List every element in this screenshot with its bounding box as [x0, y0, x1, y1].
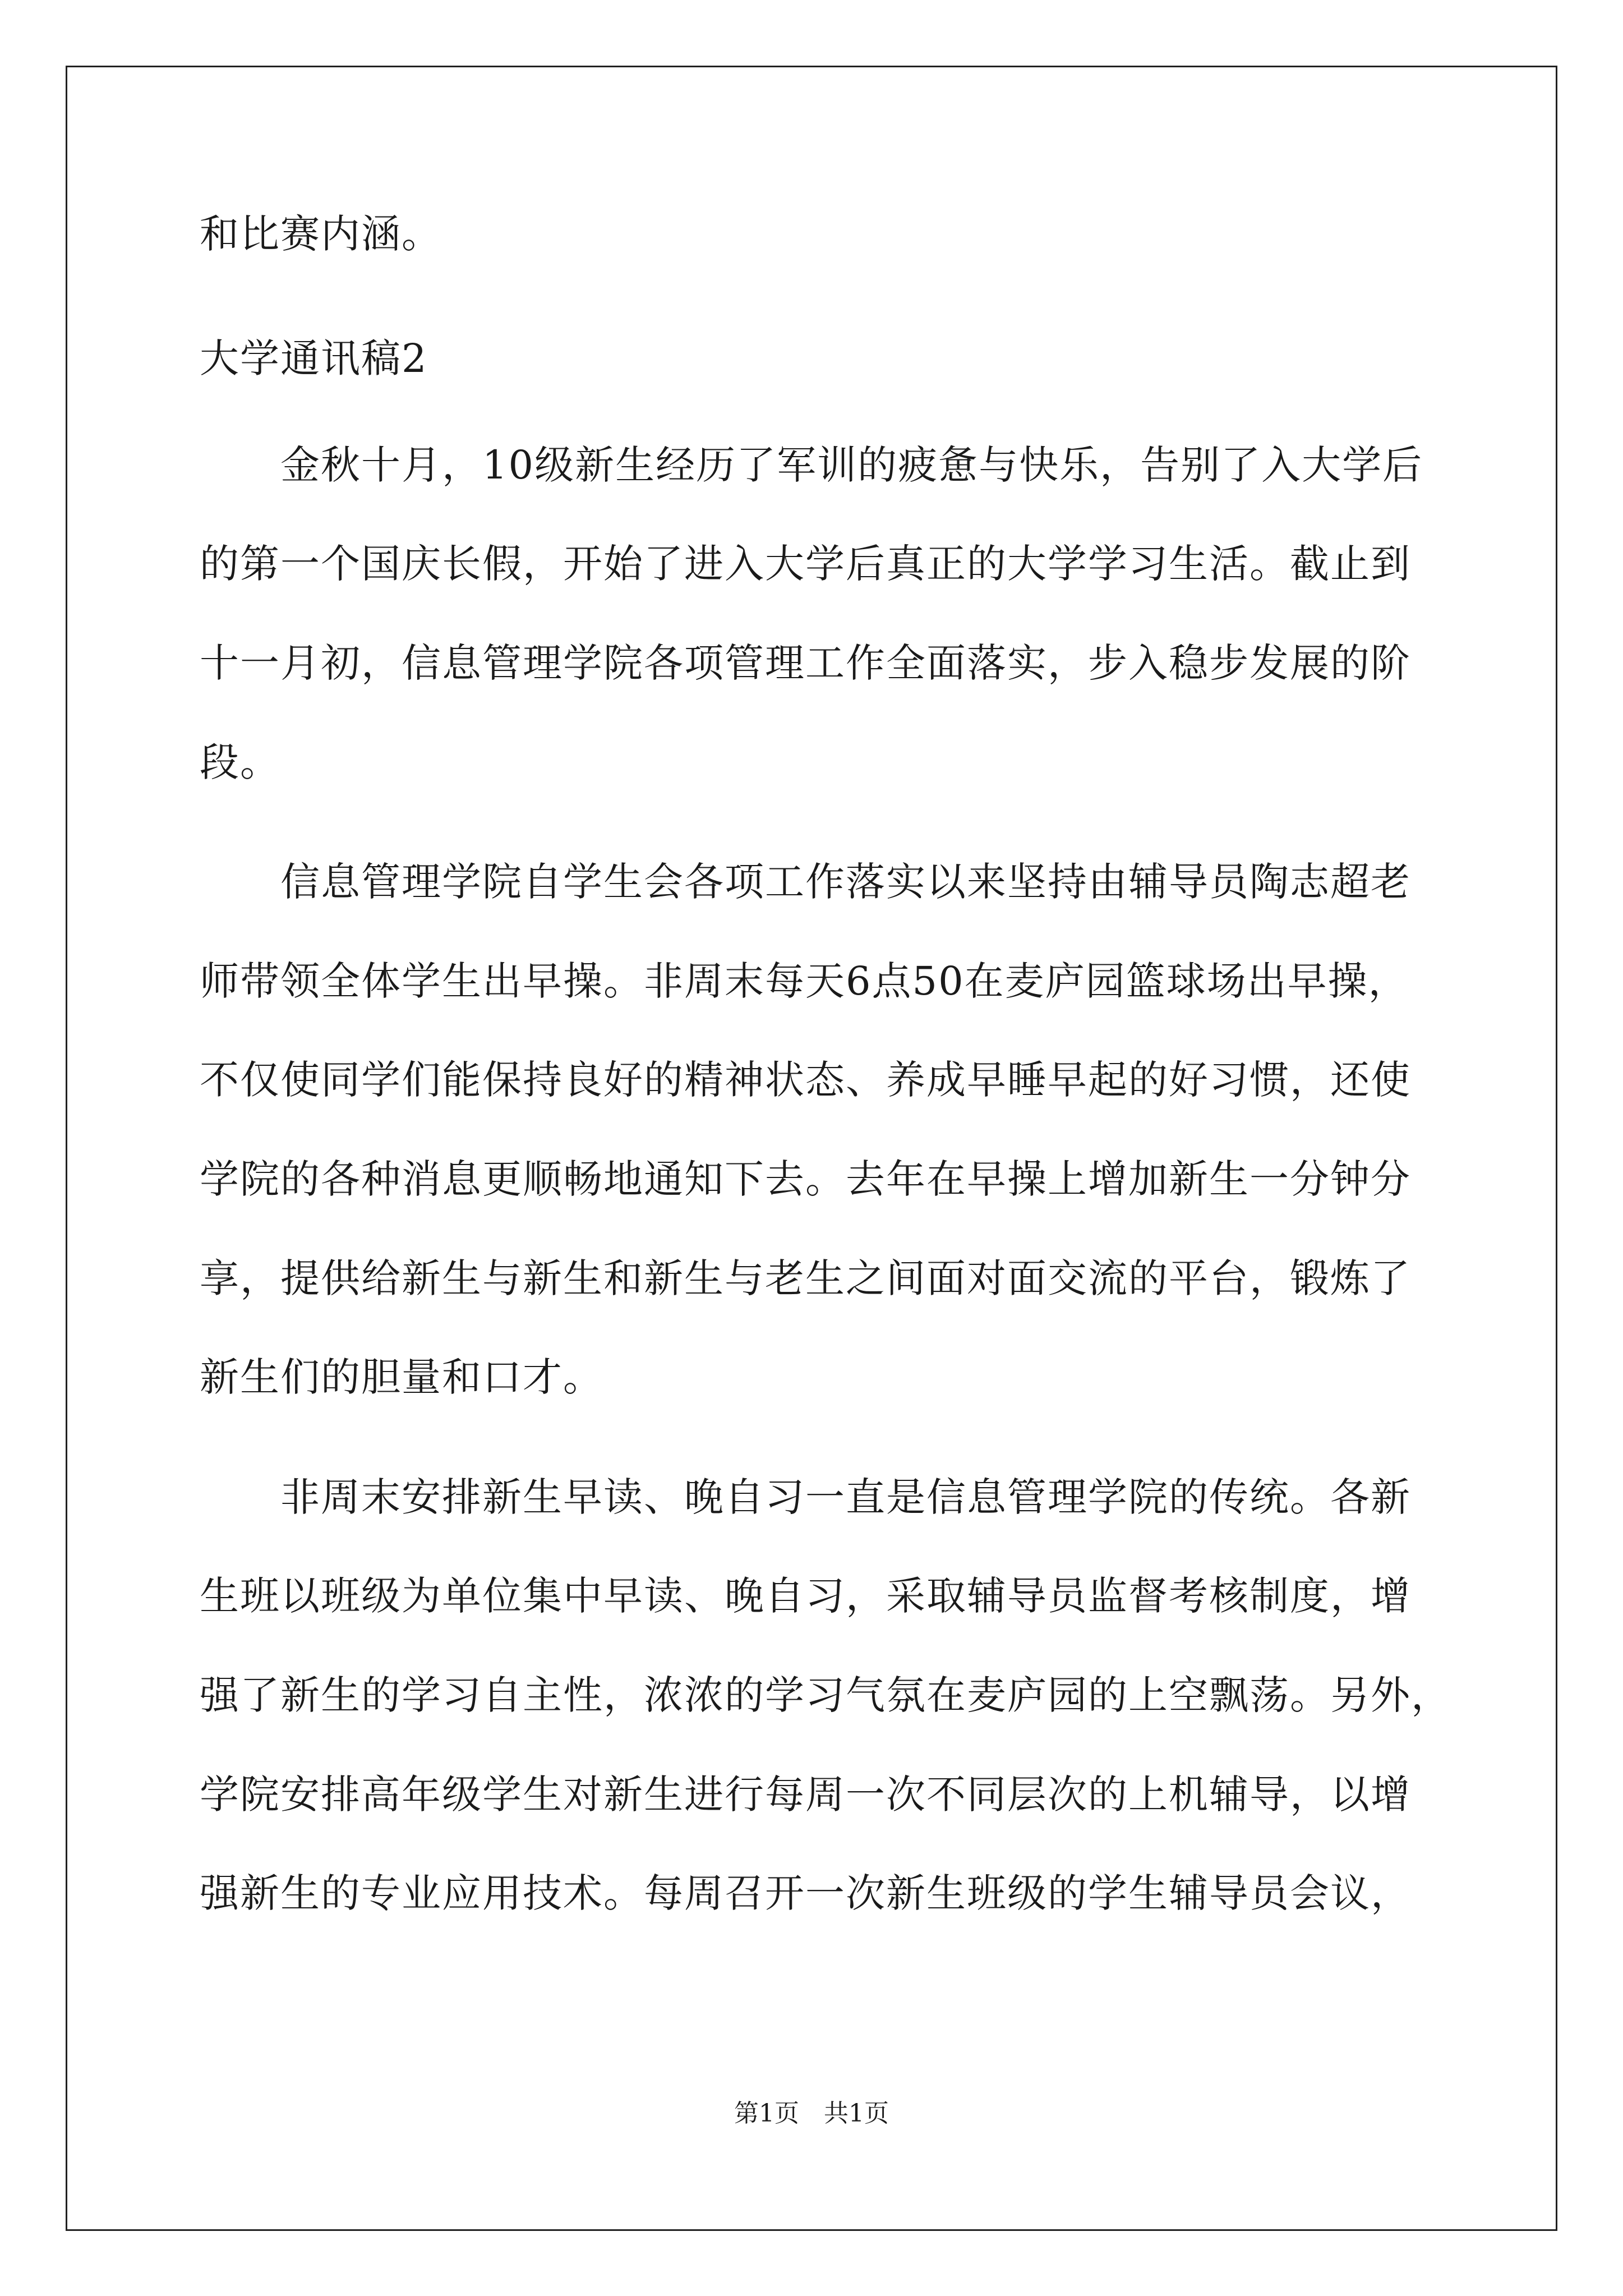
text-line: 师带领全体学生出早操。非周末每天6点50在麦庐园篮球场出早操， [200, 958, 1409, 1004]
text-line: 强新生的专业应用技术。每周召开一次新生班级的学生辅导员会议， [200, 1870, 1411, 1916]
text-line: 和比赛内涵。 [200, 211, 442, 257]
text-line: 新生们的胆量和口才。 [200, 1354, 603, 1400]
text-line: 学院的各种消息更顺畅地通知下去。去年在早操上增加新生一分钟分 [200, 1156, 1411, 1202]
text-line: 学院安排高年级学生对新生进行每周一次不同层次的上机辅导，以增 [200, 1772, 1411, 1818]
text-line: 享，提供给新生与新生和新生与老生之间面对面交流的平台，锻炼了 [200, 1255, 1411, 1301]
text-line: 生班以班级为单位集中早读、晚自习，采取辅导员监督考核制度，增 [200, 1573, 1411, 1619]
text-line: 非周末安排新生早读、晚自习一直是信息管理学院的传统。各新 [200, 1474, 1411, 1520]
section-heading: 大学通讯稿2 [200, 335, 428, 381]
text-line: 不仅使同学们能保持良好的精神状态、养成早睡早起的好习惯，还使 [200, 1057, 1411, 1103]
text-line: 的第一个国庆长假，开始了进入大学后真正的大学学习生活。截止到 [200, 541, 1411, 587]
text-line: 金秋十月，10级新生经历了军训的疲惫与快乐，告别了入大学后 [200, 442, 1423, 488]
text-line: 十一月初，信息管理学院各项管理工作全面落实，步入稳步发展的阶 [200, 640, 1411, 686]
page-total: 共1页 [824, 2099, 889, 2128]
page-number: 第1页 [734, 2099, 799, 2128]
text-line: 段。 [200, 739, 280, 785]
page-footer [0, 2097, 1623, 2131]
text-line: 信息管理学院自学生会各项工作落实以来坚持由辅导员陶志超老 [200, 859, 1411, 905]
text-line: 强了新生的学习自主性，浓浓的学习气氛在麦庐园的上空飘荡。另外， [200, 1672, 1451, 1718]
